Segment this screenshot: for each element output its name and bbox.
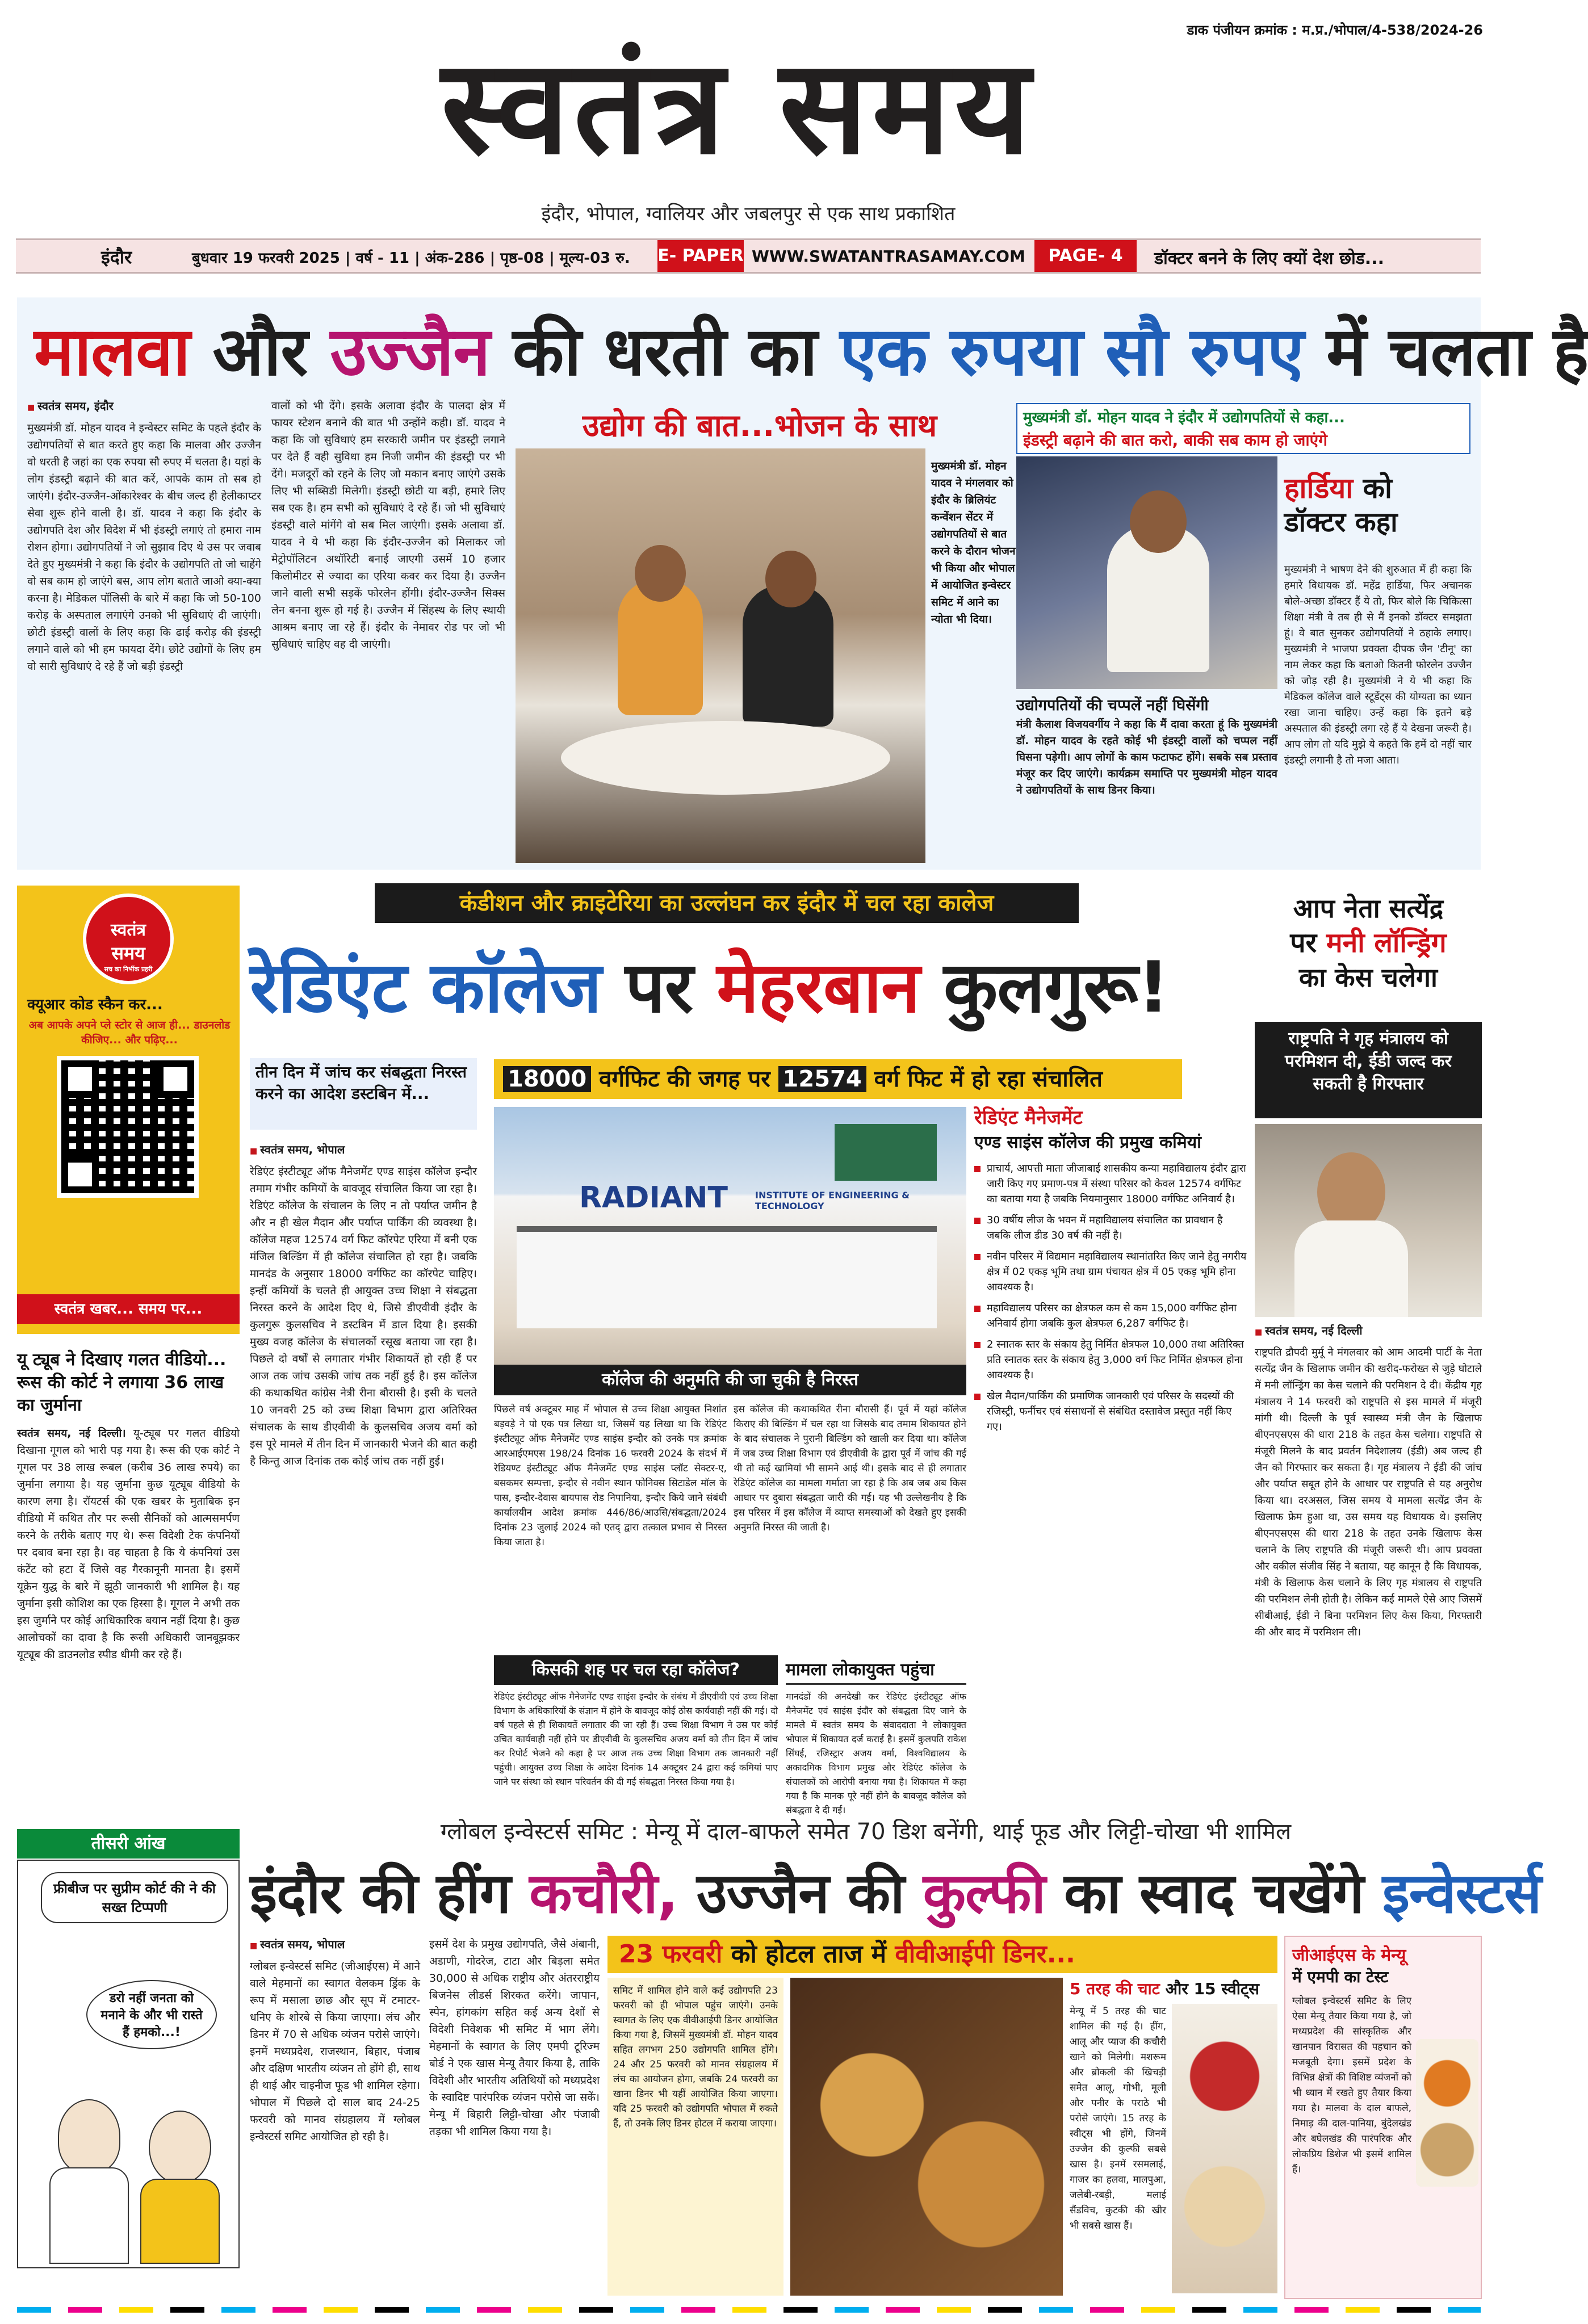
- chaat-head-2: और 15 स्वीट्स: [1165, 1979, 1259, 1998]
- menu-box: [1284, 1936, 1482, 2299]
- area-actual: 12574: [778, 1066, 866, 1092]
- college-headline: [250, 931, 1226, 1044]
- college-photo-caption: कॉलेज की अनुमति की जा चुकी है निरस्त: [494, 1365, 966, 1395]
- shah-head: किसकी शह पर चल रहा कॉलेज?: [494, 1655, 778, 1685]
- teesri-aankh-label: तीसरी आंख: [17, 1829, 240, 1859]
- flaw-item: 2 स्नातक स्तर के संकाय हेतु निर्मित क्षेत्रफल 10,000 तथा अतिरिक्त प्रति स्नातक स्तर के संकाय हेतु 3,000 वर्ग फिट निर्मित क्षेत्रफल होना आवश्यक है।: [974, 1337, 1247, 1383]
- top-text-2: वालों को भी देंगे। इसके अलावा इंदौर के पालदा क्षेत्र में फायर स्टेशन बनाने की बात भी उन्होंने कही। डॉ. यादव ने कहा कि जो सुविधाएं हम सरकारी जमीन पर इंडस्ट्री लगाने पर देते हैं वही सुविधा हम निजी जमीन की इंडस्ट्री पर भी देंगे। मजदूरों को रहने के लिए जो मकान बनाए जाएंगे उसके लिए भी सब्सिडी मिलेगी। इंडस्ट्री छोटी या बड़ी, हमारे लिए सब एक है। हम सभी को सुविधाएं दे रहे हैं। जो भी सुविधाएं इंडस्ट्री वाले मांगेंगे वो सब मिल जाएंगी। इसके अलावा डॉ. यादव ने ये भी कहा कि इंदौर-उज्जैन को मिलाकर जो मेट्रोपॉलिटन अथॉरिटी बनाई जाएगी उसमें 10 हजार किलोमीटर से ज्यादा का एरिया कवर कर दिया है। उज्जैन जाने वाली सभी सड़कें फोरलेन होंगी। इंदौर-उज्जैन सिक्स लेन बनना शुरू हो गई है। उज्जैन में सिंहस्थ के लिए स्थायी आश्रम बनाए जा रहे हैं। इंदौर के नेमावर रोड पर जो भी सुविधाएं चाहिए वह दी जाएंगी।: [271, 400, 505, 651]
- headline-part: कुलगुरू!: [943, 947, 1169, 1029]
- app-promo-box: [17, 886, 240, 1334]
- logo-line-2: समय: [111, 942, 145, 964]
- sat-line-3: मनी लॉन्ड्रिंग: [1326, 927, 1447, 959]
- building-sign: RADIANT: [579, 1181, 728, 1215]
- gis-text-1: ग्लोबल इन्वेस्टर्स समिट (जीआईएस) में आने वाले मेहमानों का स्वागत वेलकम ड्रिंक के रूप में मसाला छाछ और सूप में टमाटर-धनिए के शोरबे से किया जाएगा। लंच और डिनर में 70 से अधिक व्यंजन परोसे जाएंगे। इनमें मध्यप्रदेश, राजस्थान, बिहार, पंजाब और दक्षिण भारतीय व्यंजन तो होंगे ही, साथ ही थाई और चाइनीज फूड भी शामिल रहेगा। भोपाल में पिछले दो साल बाद 24-25 फरवरी को मानव संग्रहालय में ग्लोबल इन्वेस्टर्स समिट आयोजित हो रही है।: [250, 1960, 420, 2143]
- area-text-1: वर्गफिट की जगह पर: [599, 1066, 770, 1092]
- menu-food-photo: [1416, 2039, 1478, 2187]
- top-byline: ■ स्वतंत्र समय, इंदौर: [27, 397, 261, 416]
- yt-story: [17, 1425, 240, 1822]
- top-col-2: [271, 397, 505, 863]
- college-text: रेडिएंट इंस्टीट्यूट ऑफ मैनेजमेंट एण्ड साइंस कॉलेज इन्दौर तमाम गंभीर कमियों के बावजूद संचालित किया जा रहा है। रेडिएंट कॉलेज के संचालन के लिए न तो पर्याप्त जमीन है और न ही खेल मैदान और पर्याप्त पार्किंग की व्यवस्था है। कॉलेज महज 12574 वर्ग फिट कॉरपेट एरिया में बनी एक मंजिल बिल्डिंग में ही कॉलेज संचालित हो रहा है। जबकि मानदंड के अनुसार 18000 वर्गफिट का कॉरपेट चाहिए। इन्हीं कमियों के चलते ही आयुक्त उच्च शिक्षा ने संबद्धता निरस्त करने के आदेश दिए थे, जिसे डीएवीवी इंदौर के कुलगुरू कुलसचिव ने डस्टबिन में डाल दिया है। इसकी मुख्य वजह कॉलेज के संचालकों रसूख बताया जा रहा है। पिछले दो वर्षों से लगातार गंभीर शिकायतें हो रही हैं पर आज तक जांच उसकी जांच तक नहीं हुई है। इस कॉलेज की कथाकथित कांग्रेस नेत्री रीना बौरासी है। इसी के चलते 10 जनवरी 25 को उच्च शिक्षा विभाग द्वारा अतिरिक्त संचालक के साथ डीएवीवी के कुलसचिव अजय वर्मा को इस पूरे मामले में तीन दिन में जानकारी भेजने की बात कही है किन्तु आज दिनांक तक कोई जांच तक नहीं हुई।: [250, 1165, 477, 1467]
- hardia-name: हार्डिया: [1284, 472, 1354, 505]
- cm-dinner-photo: [516, 448, 925, 863]
- qr-subtitle: अब आपके अपने प्ले स्टोर से आज ही... डाउनलोड कीजिए... और पढ़िए...: [28, 1019, 231, 1046]
- area-required: 18000: [503, 1066, 591, 1092]
- website-link[interactable]: WWW.SWATANTRASAMAY.COM: [752, 247, 1025, 266]
- masthead-tagline: इंदौर, भोपाल, ग्वालियर और जबलपुर से एक साथ प्रकाशित: [541, 203, 956, 225]
- dinner-banner: [607, 1936, 1277, 1973]
- app-logo: [83, 893, 174, 984]
- college-kicker: कंडीशन और क्राइटेरिया का उल्लंघन कर इंदौर में चल रहा कालेज: [375, 883, 1079, 923]
- headline-part: का स्वाद चखेंगे: [1064, 1861, 1364, 1926]
- dateline-info: बुधवार 19 फरवरी 2025 | वर्ष - 11 | अंक-286 | पृष्ठ-08 | मूल्य-03 रु.: [192, 250, 630, 267]
- cm-subhead-box: [1016, 403, 1470, 454]
- headline-part: पर: [625, 947, 693, 1029]
- satyendra-sub: राष्ट्रपति ने गृह मंत्रालय को परमिशन दी, ईडी जल्द कर सकती है गिरफ्तार: [1255, 1022, 1482, 1118]
- top-col-1: [27, 397, 261, 863]
- headline-part: इंदौर की हींग: [250, 1861, 511, 1926]
- flaws-head-2: एण्ड साइंस कॉलेज की प्रमुख कमियां: [974, 1132, 1201, 1152]
- photo-caption-side: मुख्यमंत्री डॉ. मोहन यादव ने मंगलवार को इंदौर के ब्रिलियंट कन्वेंशन सेंटर में उद्योगपतियों से बात करने के दौरान भोजन भी किया और भोपाल में आयोजित इन्वेस्टर समिट में आने का न्योता भी दिया।: [931, 460, 1016, 626]
- registration-strip: [17, 2307, 1481, 2313]
- chaat-text: मेन्यू में 5 तरह की चाट शामिल की गई है। हींग, आलू और प्याज की कचौरी खाने को मिलेगी। मशरूम और ब्रोकली की खिचड़ी समेत आलू, गोभी, मूली और पनीर के पराठे भी परोसे जाएंगे। 15 तरह के स्वीट्स भी होंगे, जिनमें उज्जैन की कुल्फी सबसे खास है। इनमें रसमलाई, गाजर का हलवा, मालपुआ, जलेबी-रबड़ी, मलाई सैंडविच, कुटकी की खीर भी सबसे खास हैं।: [1070, 2006, 1166, 2231]
- chappal-text: मंत्री कैलाश विजयवर्गीय ने कहा कि मैं दावा करता हूं कि मुख्यमंत्री डॉ. मोहन यादव के रहते कोई भी इंडस्ट्री वालों को चप्पल नहीं घिसना पड़ेगी। आप लोगों के काम फटाफट होंगे। सबके सब प्रस्ताव मंजूर कर दिए जाएंगे। कार्यक्रम समाप्ति पर मुख्यमंत्री मोहन यादव ने उद्योगपतियों के साथ डिनर किया।: [1016, 718, 1277, 796]
- gis-kicker: ग्लोबल इन्वेस्टर्स समिट : मेन्यू में दाल-बाफले समेत 70 डिश बनेंगी, थाई फूड और लिट्टी-चोखा भी शामिल: [440, 1819, 1292, 1845]
- logo-line-1: स्वतंत्र: [110, 920, 146, 940]
- top-headline: [34, 311, 1588, 392]
- headline-part: उज्जैन की: [696, 1861, 904, 1926]
- shah-text: रेडिएंट इंस्टीट्यूट ऑफ मैनेजमेंट एण्ड साइंस इन्दौर के संबंध में डीएवीवी एवं उच्च शिक्षा विभाग के अधिकारियों के संज्ञान में होने के बावजूद कोई ठोस कार्यवाही नहीं की गई। दो वर्ष पहले से ही शिकायतें लगातार की जा रही हैं। उच्च शिक्षा विभाग ने उस पर कोई उचित कार्यवाही नहीं होने पर डीएवीवी के कुलसचिव अजय वर्मा को तीन दिन में जांच कर रिपोर्ट भेजने को कहा है पर आज तक उच्च शिक्षा विभाग तक जानकारी नहीं पहुंची। आयुक्त उच्च शिक्षा के आदेश दिनांक 14 अक्टूबर 24 द्वारा कई कमियां पाए जाने पर संस्था को स्थान परिवर्तन की दी गई संबद्धता निरस्त किया गया है।: [494, 1691, 778, 1787]
- menu-head: जीआईएस के मेन्यू: [1292, 1945, 1406, 1965]
- dateline-city: इंदौर: [101, 246, 132, 268]
- headline-part: कचौरी,: [529, 1861, 678, 1926]
- dinner-title: वीवीआईपी डिनर...: [895, 1940, 1075, 1969]
- chappal-head: उद्योगपतियों की चप्पलें नहीं घिसेंगी: [1016, 697, 1209, 714]
- qr-code[interactable]: [57, 1056, 199, 1198]
- flaws-list: [974, 1161, 1247, 1434]
- headline-part: कुल्फी: [923, 1861, 1045, 1926]
- satyendra-head: [1255, 891, 1482, 995]
- top-text-1: मुख्यमंत्री डॉ. मोहन यादव ने इन्वेस्टर समिट के पहले इंदौर के उद्योगपतियों से बात करते हुए कहा कि मालवा और उज्जैन वो धरती है जहां का एक रुपया सौ रुपए में चलता है। यहां के लोग इंडस्ट्री बढ़ाने की बात करें, आपके काम तो सब हो जाएंगे। इंदौर-उज्जैन-ओंकारेश्वर के बीच जल्द ही हेलीकाप्टर सेवा शुरू होने वाली है। डॉ. यादव ने कहा कि इंदौर के उद्योगपति देश और विदेश में भी इंडस्ट्री लगाएं तो हमारा नाम रोशन होगा। उद्योगपतियों ने जो सुझाव दिए थे उस पर जवाब देते हुए मुख्यमंत्री ने कहा कि इंदौर के उद्योगपति तो जो चाहेंगे वो सब काम हो जाएंगे बस, आप लोग बताते जाओ क्या-क्या करना है। मेडिकल पॉलिसी के बारे में कहा कि जो 50-100 करोड़ के अस्पताल लगाएंगे उनको भी सुविधाएं दी जाएंगी। छोटी इंडस्ट्री वालों के लिए कहा कि ढाई करोड़ की इंडस्ट्री लगाने वाले को भी हम फायदा देंगे। छोटे उद्योगों के लिए हम वो सारी सुविधाएं दे रहे हैं जो बड़ी इंडस्ट्री: [27, 422, 261, 673]
- headline-part: में चलता है: [1326, 312, 1588, 391]
- epaper-badge[interactable]: E- PAPER: [657, 240, 744, 272]
- cm-stage-photo: [1016, 456, 1277, 689]
- masthead-title: स्वतंत्र समय: [441, 32, 1035, 183]
- hardia-box: [1284, 471, 1472, 556]
- qr-footer: स्वतंत्र खबर... समय पर...: [17, 1294, 240, 1324]
- postal-reg: डाक पंजीयन क्रमांक : म.प्र./भोपाल/4-538/2024-26: [1187, 22, 1483, 38]
- flaw-item: प्राचार्य, आपत्ती माता जीजाबाई शासकीय कन्या महाविद्यालय इंदौर द्वारा जारी किए गए प्रमाण-पत्र में संस्था परिसर को केवल 12574 वर्गफिट का बताया गया है जबकि नियमानुसार 18000 वर्गफिट अनिवार्य है।: [974, 1161, 1247, 1207]
- satyendra-col: [1255, 1323, 1482, 1794]
- college-building-photo: [494, 1107, 966, 1395]
- chaat-head-1: 5 तरह की चाट: [1070, 1979, 1160, 1998]
- sat-text: राष्ट्रपति द्रौपदी मुर्मू ने मंगलवार को आम आदमी पार्टी के नेता सत्येंद्र जैन के खिलाफ जमीन की खरीद-फरोख्त से जुड़े घोटाले में मनी लॉन्ड्रिंग का केस चलाने की परमिशन दे दी। केंद्रीय गृह मंत्रालय ने 14 फरवरी को राष्ट्रपति से इस मामले में मंजूरी मांगी थी। दिल्ली के पूर्व स्वास्थ्य मंत्री जैन के खिलाफ बीएनएसएस की धारा 218 के तहत केस चलेगा। राष्ट्रपति से मंजूरी मिलने के बाद प्रवर्तन निदेशालय (ईडी) अब जल्द ही जैन को गिरफ्तार कर सकता है। गृह मंत्रालय ने ईडी की जांच और पर्याप्त सबूत होने के आधार पर राष्ट्रपति से यह अनुरोध किया था। दरअसल, जिस समय ये मामला सत्येंद्र जैन के खिलाफ फ्रेम हुआ था, उस समय यह विधायक थे। इसलिए बीएनएसएस की धारा 218 के तहत उनके खिलाफ केस चलाने के लिए राष्ट्रपति की मंजूरी जरूरी थी। आप प्रवक्ता और वकील संजीव सिंह ने बताया, यह कानून है कि विधायक, मंत्री के खिलाफ केस चलाने के लिए गृह मंत्रालय से राष्ट्रपति की परमिशन लेनी होती है। लेकिन कई मामले ऐसे आए जिसमें सीबीआई, ईडी ने बिना परमिशन लिए केस किया, गिरफ्तारी की और बाद में परमिशन ली।: [1255, 1346, 1482, 1638]
- gis-headline: [250, 1857, 1541, 1930]
- cartoon-bubble: डरो नहीं जनता को मनाने के और भी रास्ते हैं हमको...!: [86, 1980, 217, 2049]
- sat-line-1: आप नेता सत्येंद्र: [1293, 893, 1444, 924]
- cm-subline: इंडस्ट्री बढ़ाने की बात करो, बाकी सब काम हो जाएंगे: [1023, 431, 1327, 450]
- dateline-strip: [16, 238, 1481, 274]
- lokayukt-head: मामला लोकायुक्त पहुंचा: [786, 1655, 966, 1685]
- satyendra-photo: [1255, 1124, 1482, 1317]
- area-banner: [494, 1059, 1182, 1099]
- college-sidehead: [250, 1058, 477, 1130]
- dinner-text: समिट में शामिल होने वाले कई उद्योगपति 23 फरवरी को ही भोपाल पहुंच जाएंगे। उनके स्वागत के लिए एक वीवीआईपी डिनर आयोजित किया गया है, जिसमें मुख्यमंत्री डॉ. मोहन यादव सहित लगभग 250 उद्योगपति शामिल होंगे। 24 और 25 फरवरी को मानव संग्रहालय में लंच का आयोजन होगा, जबकि 24 फरवरी का खाना डिनर भी यहीं आयोजित किया जाएगा। यदि 25 फरवरी को उद्योगपति भोपाल में रुकते हैं, तो उनके लिए डिनर होटल में कराया जाएगा।: [607, 1978, 783, 2296]
- gis-byline: ■ स्वतंत्र समय, भोपाल: [250, 1936, 420, 1954]
- sat-line-4: का केस चलेगा: [1299, 962, 1438, 993]
- sidehead-text: तीन दिन में जांच कर संबद्धता निरस्त करने का आदेश डस्टबिन में...: [255, 1063, 467, 1103]
- sat-byline: ■ स्वतंत्र समय, नई दिल्ली: [1255, 1323, 1482, 1341]
- building-sign-sub: INSTITUTE OF ENGINEERING & TECHNOLOGY: [755, 1190, 910, 1211]
- college-byline: ■ स्वतंत्र समय, भोपाल: [250, 1141, 477, 1160]
- headline-part: एक रुपया सौ रुपए: [840, 312, 1304, 391]
- college-col: [250, 1141, 477, 1794]
- college-mid-col-2: इस कॉलेज की कथाकथित रीना बौरासी हैं। पूर्व में यहां कॉलेज किराए की बिल्डिंग में चल रहा था जिसके बाद तमाम शिकायत होने के बाद संचालक ने पुरानी बिल्डिंग को खाली कर दिया था। कॉलेज में जब उच्च शिक्षा विभाग एवं डीएवीवी के द्वारा पूर्व में जांच की गई थी तो कई खामियां भी सामने आई थी। इसके बाद से ही लगातार रेडिएंट कॉलेज का मामला गर्माता जा रहा है कि अब जब अब किस आधार पर दुबारा संबद्धता जारी की गई। यह भी उल्लेखनीय है कि इस परिसर में इस कॉलेज में व्याप्त समस्याओं को देखते हुए इसकी अनुमति निरस्त की जाती है।: [734, 1404, 966, 1533]
- cartoon-box: [17, 1860, 240, 2268]
- food-photo-2: [1172, 2004, 1277, 2293]
- flaw-item: महाविद्यालय परिसर का क्षेत्रफल कम से कम 15,000 वर्गफिट होना अनिवार्य होगा जबकि कुल क्षेत्रफल 6,287 वर्गफिट है।: [974, 1301, 1247, 1331]
- cartoon-caption: फ्रीबीज पर सुप्रीम कोर्ट की ने की सख्त टिप्पणी: [41, 1872, 228, 1923]
- headline-part: मेहरबान: [717, 947, 920, 1029]
- headline-part: उज्जैन: [330, 312, 490, 391]
- headline-part: की धरती का: [512, 312, 817, 391]
- hardia-ko: को: [1363, 472, 1392, 505]
- dinner-date: 23 फरवरी: [619, 1940, 723, 1969]
- headline-part: और: [212, 312, 308, 391]
- yt-byline: स्वतंत्र समय, नई दिल्ली।: [17, 1427, 126, 1440]
- food-photo-1: [790, 1978, 1063, 2296]
- flaw-item: 30 वर्षीय लीज के भवन में महाविद्यालय संचालित का प्रावधान है जबकि लीज डीड 30 वर्ष की नहीं है।: [974, 1213, 1247, 1243]
- menu-text: ग्लोबल इन्वेस्टर्स समिट के लिए ऐसा मेन्यू तैयार किया गया है, जो मध्यप्रदेश की सांस्कृतिक और खानपान विरासत की पहचान को मजबूती देगा। इसमें प्रदेश के विभिन्न क्षेत्रों की विशिष्ट व्यंजनों को भी ध्यान में रखते हुए तैयार किया गया है। मालवा के दाल बाफले, निमाड़ की दाल-पानिया, बुंदेलखंड और बघेलखंड की पारंपरिक और लोकप्रिय डिशेज भी इसमें शामिल हैं।: [1292, 1995, 1411, 2175]
- area-text-2: वर्ग फिट में हो रहा संचालित: [874, 1066, 1103, 1092]
- dinner-place: को होटल ताज में: [731, 1940, 887, 1969]
- menu-head-2: में एमपी का टेस्ट: [1292, 1968, 1389, 1986]
- yt-headline: यू ट्यूब ने दिखाए गलत वीडियो... रूस की कोर्ट ने लगाया 36 लाख का जुर्माना: [17, 1350, 227, 1415]
- sat-line-2: पर: [1290, 927, 1317, 959]
- photo-headline: उद्योग की बात...भोजन के साथ: [582, 408, 937, 443]
- flaws-head: रेडिएंट मैनेजमेंट: [974, 1106, 1083, 1129]
- gis-col-2: इसमें देश के प्रमुख उद्योगपति, जैसे अंबानी, अडाणी, गोदरेज, टाटा और बिड़ला समेत 30,000 से अधिक राष्ट्रीय और अंतरराष्ट्रीय बिजनेस लीडर्स शिरकत करेंगे। जापान, स्पेन, हांगकांग सहित कई अन्य देशों से विदेशी निवेशक भी समिट में भाग लेंगे। मेहमानों के स्वागत के लिए एमपी टूरिज्म बोर्ड ने एक खास मेन्यू तैयार किया है, ताकि विदेशी और भारतीय अतिथियों को मध्यप्रदेश के स्वादिष्ट पारंपरिक व्यंजन परोसे जा सकें। मेन्यू में बिहारी लिट्टी-चोखा और पंजाबी तड़का भी शामिल किया गया है।: [429, 1938, 600, 2138]
- logo-line-3: सच का निर्भीक प्रहरी: [104, 966, 153, 973]
- cm-subhead: मुख्यमंत्री डॉ. मोहन यादव ने इंदौर में उद्योगपतियों से कहा...: [1023, 409, 1345, 426]
- flaw-item: खेल मैदान/पार्किंग की प्रमाणिक जानकारी एवं परिसर के सदस्यों की रजिस्ट्री, फर्नीचर एवं संसाधनों से संबंधित दस्तावेज प्रस्तुत नहीं किए गए।: [974, 1388, 1247, 1434]
- headline-part: इन्वेस्टर्स: [1382, 1861, 1541, 1926]
- teaser-text[interactable]: डॉक्टर बनने के लिए क्यों देश छोड...: [1154, 249, 1384, 269]
- lokayukt-text: मानदंडों की अनदेखी कर रेडिएंट इंस्टीट्यूट ऑफ मैनेजमेंट एवं साइंस इंदौर को संबद्धता दिए जाने के मामले में स्वतंत्र समय के संवाददाता ने लोकायुक्त भोपाल में शिकायत दर्ज कराई है। इसमें कुलपति राकेश सिंघई, रजिस्ट्रार अजय वर्मा, विश्वविद्यालय के अकादमिक विभाग प्रमुख और रेडिएंट कॉलेज के संचालकों को आरोपी बनाया गया है। शिकायत में कहा गया है कि मानक पूरे नहीं होने के बावजूद कॉलेज को संबद्धता दे दी गई।: [786, 1691, 966, 1815]
- qr-title: क्यूआर कोड स्कैन कर...: [27, 996, 163, 1013]
- hardia-doctor: डॉक्टर कहा: [1284, 506, 1398, 538]
- yt-text: यू-ट्यूब पर गलत वीडियो दिखाना गूगल को भारी पड़ गया है। रूस की एक कोर्ट ने गूगल पर 38 लाख रूबल (करीब 36 लाख रुपये) का जुर्माना लगाया है। यह जुर्माना कुछ यूट्यूब वीडियो के कारण लगा है। रॉयटर्स की एक खबर के मुताबिक इन वीडियो में कथित तौर पर रूसी सैनिकों को आत्मसमर्पण करने के तरीके बताए गए थे। रूस विदेशी टेक कंपनियों पर दबाव बना रहा है। वह चाहता है कि ये कंपनियां उस कंटेंट को हटा दें जिसे वह गैरकानूनी मानता है। इसमें यूक्रेन युद्ध के बारे में झूठी जानकारी भी शामिल है। यह जुर्माना इसी कोशिश का एक हिस्सा है। गूगल ने अभी तक इस जुर्माने पर कोई आधिकारिक बयान नहीं दिया है। कुछ आलोचकों का दावा है कि रूसी अधिकारी जानबूझकर यूट्यूब की डाउनलोड स्पीड धीमी कर रहे हैं।: [17, 1427, 240, 1661]
- page-badge: PAGE- 4: [1034, 240, 1137, 272]
- headline-part: मालवा: [34, 312, 190, 391]
- gis-col-1: [250, 1936, 420, 2299]
- college-mid-col-1: पिछले वर्ष अक्टूबर माह में भोपाल से उच्च शिक्षा आयुक्त निशांत बड़वड़े ने पो एक पत्र लिखा था, जिसमें यह लिखा था कि रेडिएंट इंस्टीट्यूट ऑफ मैनेजमेंट एण्ड साइंस इन्दौर को उनके पत्र क्रमांक आरआईएमएस 198/24 दिनांक 16 फरवरी 2024 के संदर्भ में रेडियण्ट इंस्टीट्यूट ऑफ मैनेजमेंट एण्ड साइंस प्लॉट सेक्टर-ए, बसकमर सम्पत्ता, इन्दौर से नवीन स्थान फोनिक्स सिटाडेल मॉल के पास, इन्दौर-देवास बायपास रोड निपानिया, इन्दौर किये जाने संबंधी कार्यालयीन आदेश क्रमांक 446/86/आउसि/संबद्धता/2024 दिनांक 23 जुलाई 2024 को एतद् द्वारा तत्काल प्रभाव से निरस्त किया जाता है।: [494, 1404, 727, 1548]
- flaws-box: [974, 1104, 1247, 1794]
- hardia-text: मुख्यमंत्री ने भाषण देने की शुरुआत में ही कहा कि हमारे विधायक डॉ. महेंद्र हार्डिया, फिर अचानक बोले-अच्छा डॉक्टर हैं ये तो, फिर बोले कि चिकित्सा शिक्षा मंत्री वे तब ही से मैं इनको डॉक्टर समझता हूं। वे बात सुनकर उद्योगपतियों ने ठहाके लगाए। मुख्यमंत्री ने भाजपा प्रवक्ता दीपक जैन 'टीनू' का नाम लेकर कहा कि बताओ कितनी फोरलेन उज्जैन को जोड़ रही है। मुख्यमंत्री ने ये भी कहा कि मेडिकल कॉलेज वाले स्टूडेंट्स की योग्यता का ध्यान रखा जाना चाहिए। उन्हें कहा कि इतने बड़े अस्पताल की इंडस्ट्री लगा रहे हैं ये देखना जरूरी है। आप लोग तो यदि मुझे ये कहते कि हमें दो नहीं चार इंडस्ट्री लगानी है तो मजा आता।: [1284, 564, 1472, 766]
- chaat-head: [1070, 1978, 1277, 1999]
- headline-part: रेडिएंट कॉलेज: [250, 947, 601, 1029]
- flaw-item: नवीन परिसर में विद्यमान महाविद्यालय स्थानांतरित किए जाने हेतु नगरीय क्षेत्र में 02 एकड़ भूमि तथा ग्राम पंचायत क्षेत्र में 05 एकड़ भूमि होना आवश्यक है।: [974, 1249, 1247, 1295]
